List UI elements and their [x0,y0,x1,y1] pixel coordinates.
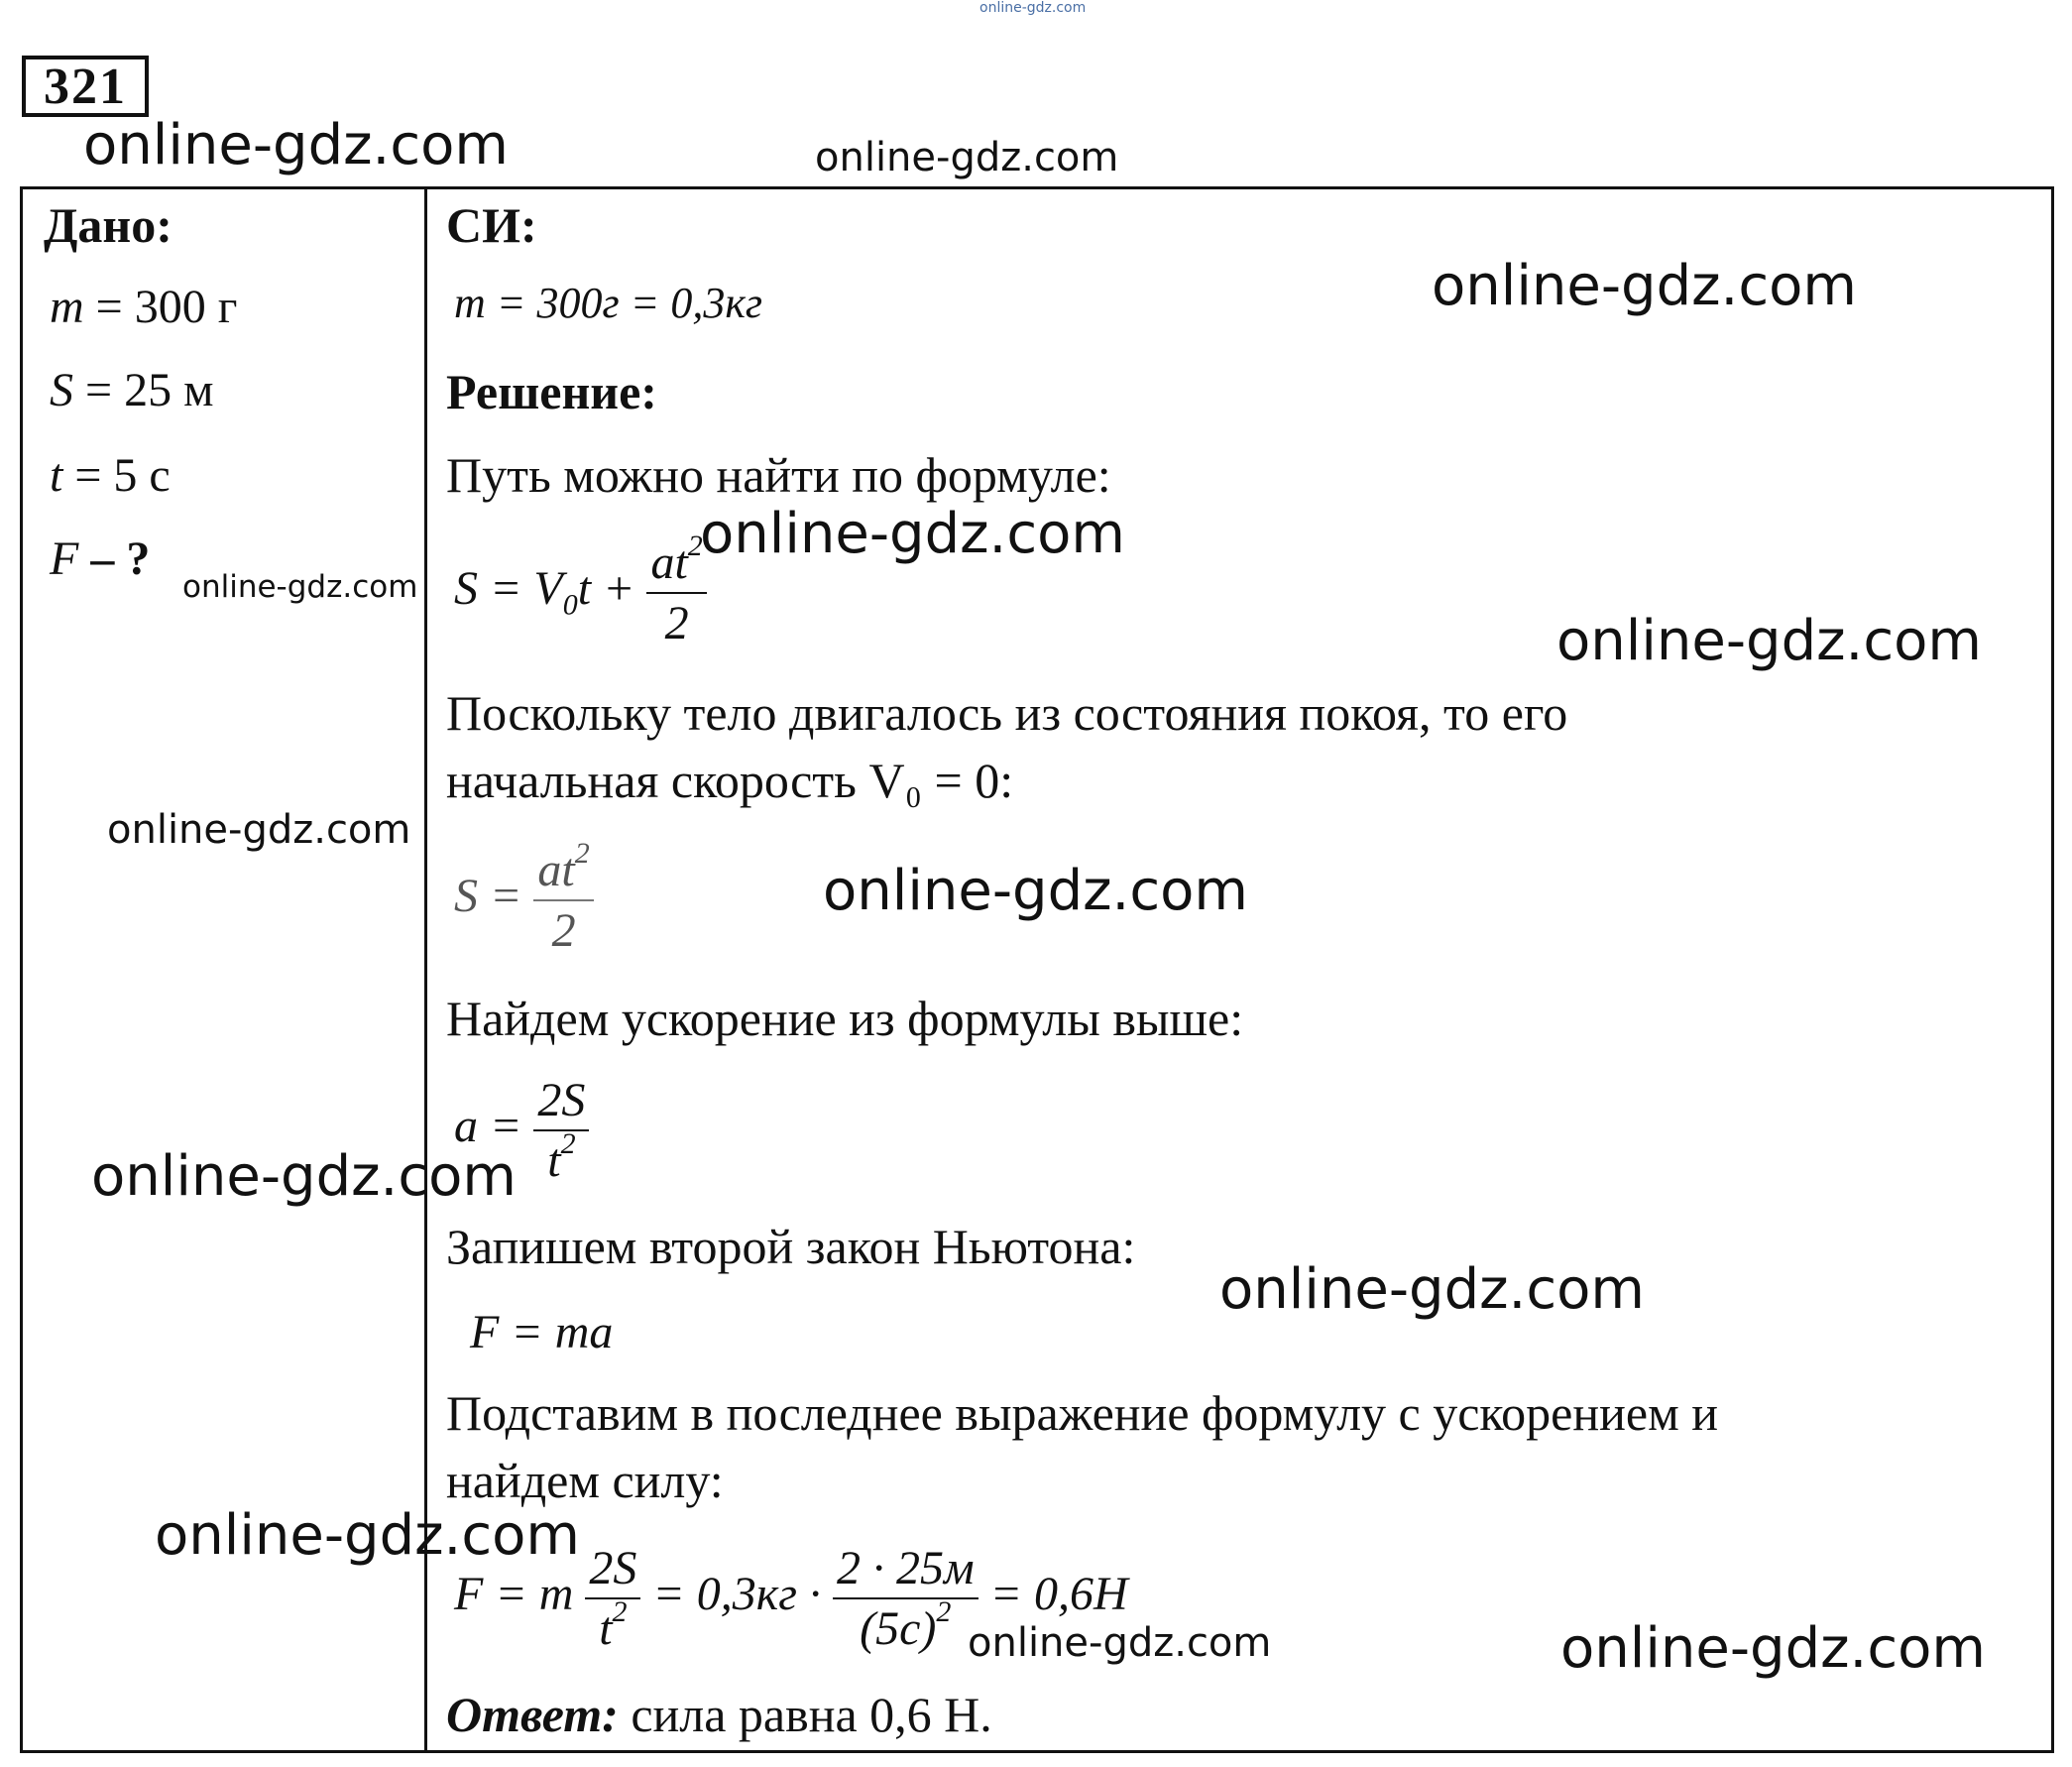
formula-force-fraction-2 [833,1541,978,1656]
given-force [50,531,150,586]
watermark: online-gdz.com [823,859,1248,923]
watermark: online-gdz.com [182,569,418,605]
formula-force-sup-1: 2 [612,1595,628,1628]
formula-path-den: 2 [664,597,689,649]
solution-paragraph-5-line-2: найдем силу: [446,1453,724,1508]
given-distance [50,363,213,417]
watermark: online-gdz.com [107,807,411,853]
formula-acceleration-fraction [533,1073,589,1188]
answer-text: сила равна 0,6 Н. [631,1687,992,1742]
solution-paragraph-5-line-1: Подставим в последнее выражение формулу с ускорением и [446,1385,1718,1441]
formula-force-mid: = 0,3кг · [652,1568,821,1621]
given-force-value: – ? [90,532,151,585]
solution-heading: Решение: [446,364,657,419]
formula-force-fraction-1 [585,1541,640,1656]
given-distance-var: S [50,364,73,416]
watermark: online-gdz.com [1219,1257,1645,1322]
solution-paragraph-2-line-2: начальная скорость V₀ = 0: [446,753,1014,808]
answer-label: Ответ: [446,1687,619,1742]
given-mass [50,280,237,334]
answer-line [446,1686,992,1743]
formula-path-num: at [650,536,688,589]
formula-acceleration-num: 2S [533,1073,589,1131]
formula-force-den-1: t [599,1602,613,1655]
formula-force-num-2: 2 · 25м [833,1541,978,1599]
formula-acceleration-den: t [547,1134,561,1187]
given-time-value: = 5 с [74,449,171,502]
solution-paragraph-3: Найдем ускорение из формулы выше: [446,991,1244,1046]
given-time-var: t [50,449,63,502]
solution-paragraph-4: Запишем второй закон Ньютона: [446,1219,1136,1274]
formula-path-rest-den: 2 [551,904,576,957]
formula-path-rest-fraction [533,837,593,958]
watermark: online-gdz.com [815,135,1119,180]
formula-path-rest-sup: 2 [574,837,590,870]
formula-path [454,530,707,650]
formula-path-sup: 2 [687,530,703,562]
given-time [50,448,171,503]
watermark: online-gdz.com [968,1620,1272,1666]
solution-paragraph-2-line-1: Поскольку тело двигалось из состояния покоя, то его [446,685,1568,741]
si-heading: СИ: [446,197,537,253]
formula-path-left: S = V [454,562,563,616]
watermark: online-gdz.com [91,1144,517,1209]
formula-path-rest [454,837,594,958]
watermark: online-gdz.com [83,113,509,177]
given-distance-value: = 25 м [85,364,214,416]
problem-number: 321 [22,56,149,117]
given-heading: Дано: [44,197,173,253]
given-force-var: F [50,532,79,585]
watermark: online-gdz.com [155,1503,580,1568]
watermark: online-gdz.com [1432,254,1857,318]
formula-force-den-2: (5с) [860,1602,937,1655]
formula-path-sub: 0 [562,588,578,622]
watermark: online-gdz.com [1556,609,1982,673]
si-conversion: m = 300г = 0,3кг [454,279,763,327]
formula-path-mid: t + [577,562,635,616]
solution-paragraph-1: Путь можно найти по формуле: [446,447,1111,503]
formula-path-rest-num: at [537,844,575,896]
formula-force-num-1: 2S [585,1541,640,1599]
formula-newton: F = ma [470,1306,614,1358]
watermark: online-gdz.com [1560,1616,1986,1681]
formula-path-rest-left: S = [454,870,522,923]
watermark-top-tiny: online-gdz.com [979,0,1087,16]
given-mass-value: = 300 г [95,281,238,333]
formula-force-right: = 0,6Н [989,1568,1128,1621]
given-mass-var: m [50,281,84,333]
formula-path-fraction [646,530,706,650]
formula-acceleration-sup: 2 [560,1127,576,1160]
formula-force-sup-2: 2 [936,1595,952,1628]
watermark: online-gdz.com [700,502,1125,566]
formula-force-left: F = m [454,1568,574,1621]
formula-acceleration-left: a = [454,1100,522,1153]
